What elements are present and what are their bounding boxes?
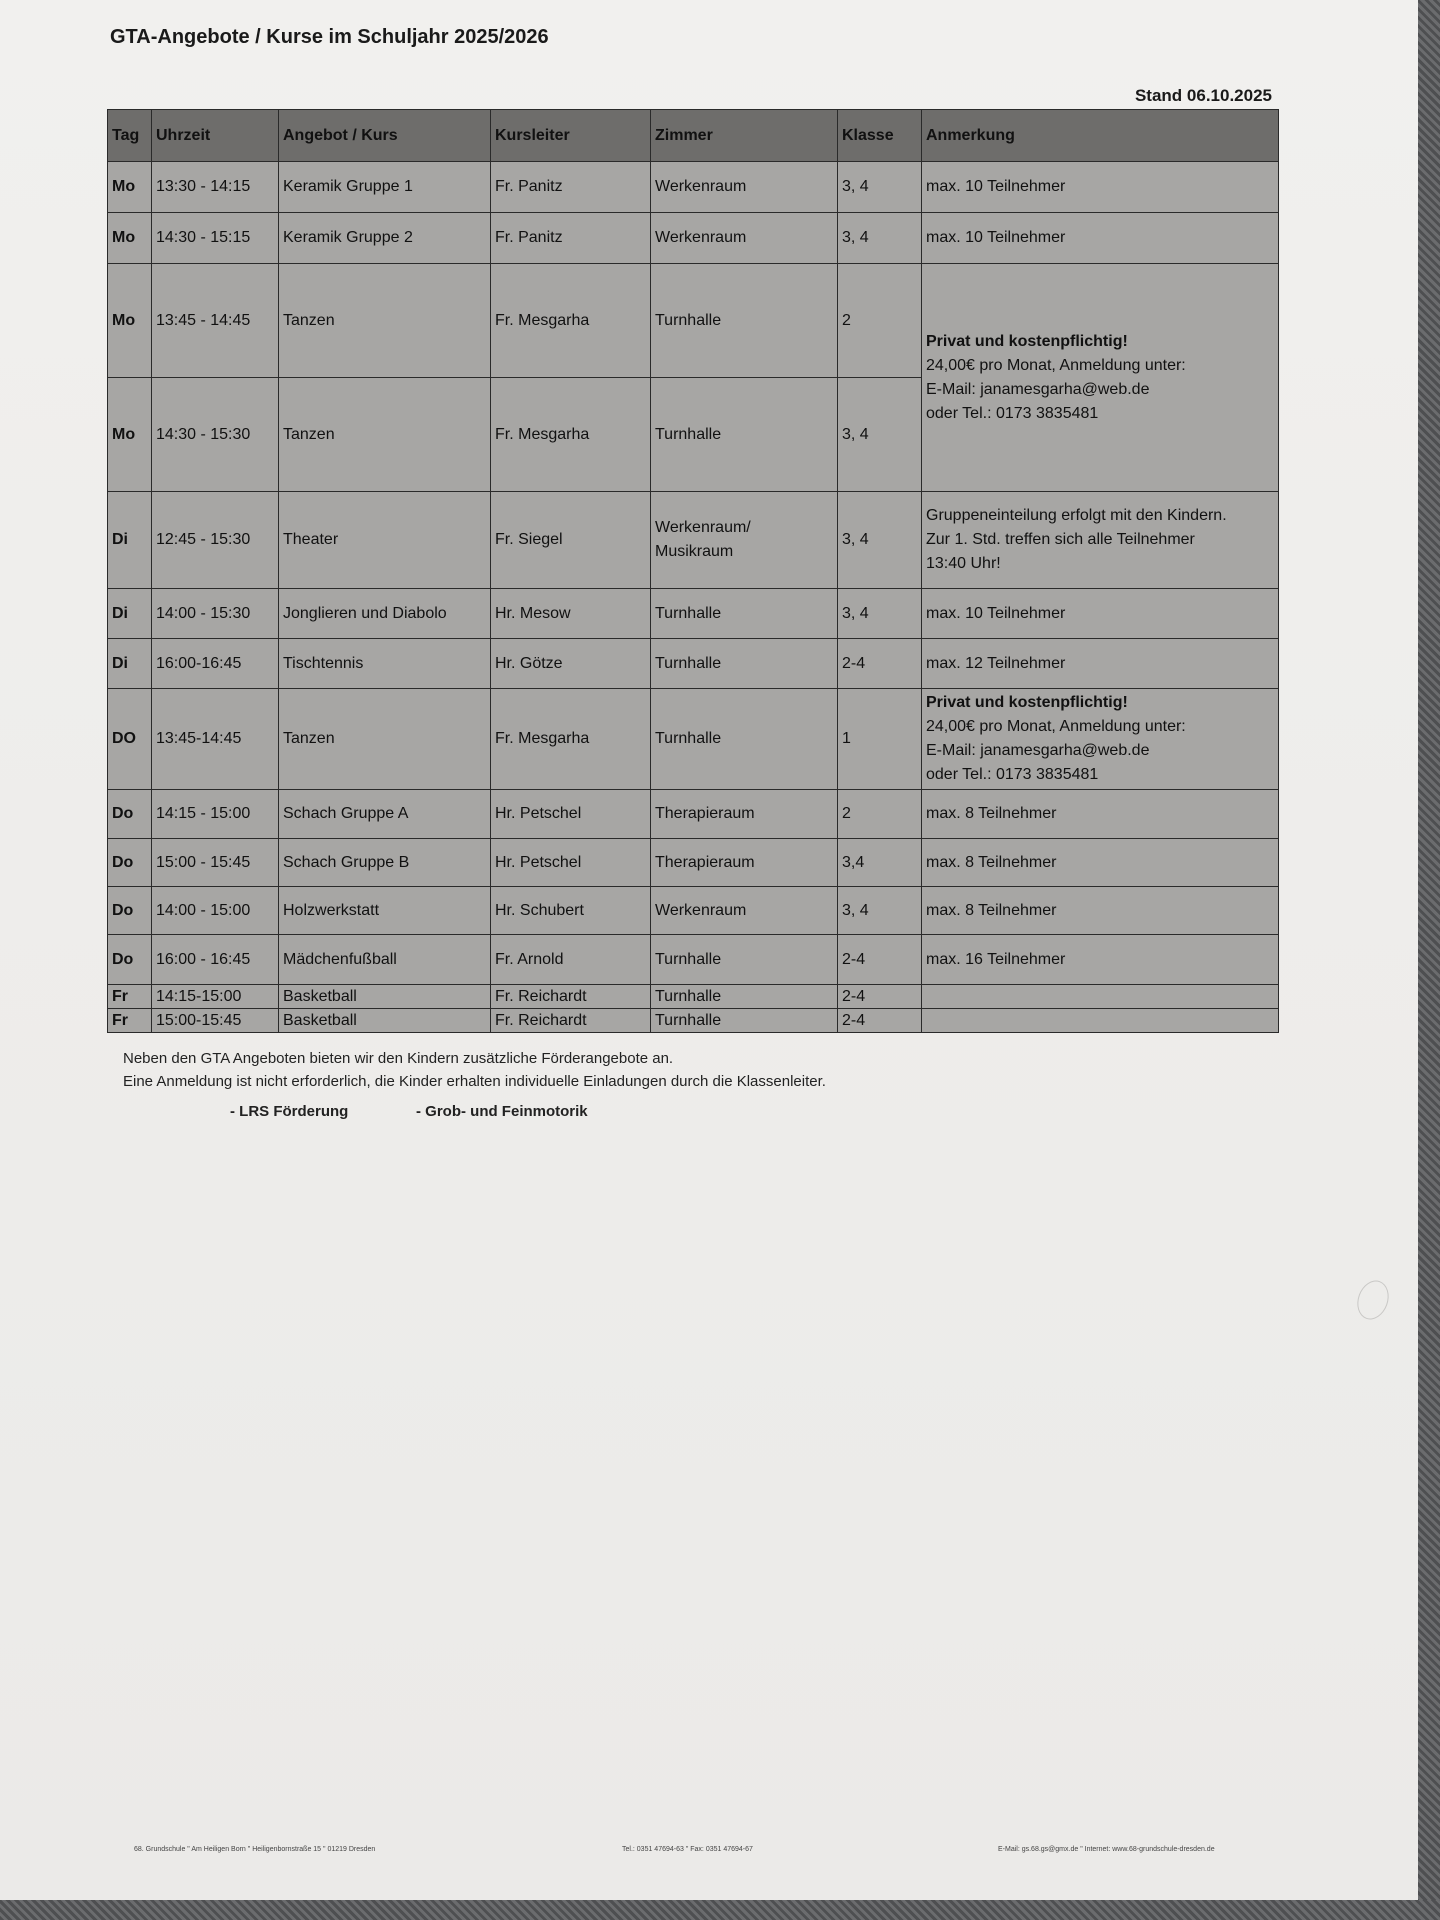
cell-zimmer: Turnhalle (651, 639, 838, 689)
cell-angebot: Theater (279, 492, 491, 589)
cell-angebot: Basketball (279, 985, 491, 1009)
table-row (108, 589, 1279, 639)
header-klasse: Klasse (838, 110, 922, 162)
table-row (108, 264, 1279, 378)
cell-tag: Fr (108, 985, 152, 1009)
cell-klasse: 3, 4 (838, 378, 922, 492)
note-line-1: Gruppeneinteilung erfolgt mit den Kindern. (926, 507, 1227, 524)
room-line-2: Musikraum (655, 543, 734, 560)
cell-klasse: 3, 4 (838, 213, 922, 264)
note-phone: oder Tel.: 0173 3835481 (926, 766, 1099, 783)
footnote-line-2: Eine Anmeldung ist nicht erforderlich, die Kinder erhalten individuelle Einladungen durch die Klassenleiter. (123, 1073, 826, 1090)
cell-klasse: 3, 4 (838, 492, 922, 589)
cell-angebot: Tanzen (279, 264, 491, 378)
cell-angebot: Mädchenfußball (279, 935, 491, 985)
note-email: E-Mail: janamesgarha@web.de (926, 380, 1150, 398)
cell-angebot: Schach Gruppe A (279, 790, 491, 839)
cell-uhrzeit: 13:45 - 14:45 (152, 264, 279, 378)
cell-klasse: 3, 4 (838, 887, 922, 935)
cell-zimmer: Turnhalle (651, 378, 838, 492)
cell-kursleiter: Fr. Arnold (491, 935, 651, 985)
cell-angebot: Basketball (279, 1009, 491, 1033)
cell-tag: Fr (108, 1009, 152, 1033)
cell-tag: Do (108, 887, 152, 935)
cell-kursleiter: Hr. Götze (491, 639, 651, 689)
cell-zimmer (651, 492, 838, 589)
header-zimmer: Zimmer (651, 110, 838, 162)
note-price: 24,00€ pro Monat, Anmeldung unter: (926, 718, 1186, 735)
cell-anmerkung (922, 1009, 1279, 1033)
footnote-line-1: Neben den GTA Angeboten bieten wir den Kindern zusätzliche Förderangebote an. (123, 1050, 674, 1067)
header-tag: Tag (108, 110, 152, 162)
cell-angebot: Jonglieren und Diabolo (279, 589, 491, 639)
table-row (108, 492, 1279, 589)
cell-uhrzeit: 13:30 - 14:15 (152, 162, 279, 213)
note-line-2: Zur 1. Std. treffen sich alle Teilnehmer (926, 531, 1195, 548)
cell-angebot: Tischtennis (279, 639, 491, 689)
cell-zimmer: Werkenraum (651, 162, 838, 213)
cell-uhrzeit: 15:00-15:45 (152, 1009, 279, 1033)
cell-zimmer: Werkenraum (651, 213, 838, 264)
cell-tag: Do (108, 790, 152, 839)
cell-anmerkung: max. 8 Teilnehmer (922, 839, 1279, 887)
cell-uhrzeit: 14:15-15:00 (152, 985, 279, 1009)
cell-klasse: 2 (838, 264, 922, 378)
table-header-row (108, 110, 1279, 162)
cell-anmerkung: max. 10 Teilnehmer (922, 589, 1279, 639)
cell-anmerkung-merged (922, 264, 1279, 492)
cell-kursleiter: Hr. Petschel (491, 839, 651, 887)
note-line-3: 13:40 Uhr! (926, 555, 1001, 572)
note-private-label: Privat und kostenpflichtig! (926, 694, 1128, 711)
document-title: GTA-Angebote / Kurse im Schuljahr 2025/2026 (110, 26, 549, 48)
note-phone: oder Tel.: 0173 3835481 (926, 404, 1099, 422)
note-price: 24,00€ pro Monat, Anmeldung unter: (926, 356, 1186, 374)
cell-kursleiter: Fr. Reichardt (491, 1009, 651, 1033)
footer-phone: Tel.: 0351 47694-63 " Fax: 0351 47694-67 (622, 1846, 753, 1853)
cell-uhrzeit: 14:00 - 15:00 (152, 887, 279, 935)
cell-uhrzeit: 13:45-14:45 (152, 689, 279, 790)
cell-anmerkung: max. 16 Teilnehmer (922, 935, 1279, 985)
cell-zimmer: Turnhalle (651, 935, 838, 985)
cell-kursleiter: Hr. Petschel (491, 790, 651, 839)
note-email: E-Mail: janamesgarha@web.de (926, 742, 1150, 759)
header-kursleiter: Kursleiter (491, 110, 651, 162)
cell-anmerkung (922, 689, 1279, 790)
cell-uhrzeit: 14:00 - 15:30 (152, 589, 279, 639)
cell-anmerkung (922, 985, 1279, 1009)
cell-angebot: Tanzen (279, 689, 491, 790)
support-item-motorik: - Grob- und Feinmotorik (416, 1103, 588, 1120)
cell-uhrzeit: 16:00 - 16:45 (152, 935, 279, 985)
table-row (108, 213, 1279, 264)
cell-tag: Mo (108, 378, 152, 492)
cell-uhrzeit: 12:45 - 15:30 (152, 492, 279, 589)
cell-anmerkung: max. 10 Teilnehmer (922, 213, 1279, 264)
cell-angebot: Keramik Gruppe 1 (279, 162, 491, 213)
table-row (108, 790, 1279, 839)
cell-klasse: 3, 4 (838, 589, 922, 639)
header-uhrzeit: Uhrzeit (152, 110, 279, 162)
cell-tag: Di (108, 492, 152, 589)
cell-uhrzeit: 14:15 - 15:00 (152, 790, 279, 839)
table-row (108, 689, 1279, 790)
cell-tag: DO (108, 689, 152, 790)
cell-tag: Mo (108, 264, 152, 378)
cell-kursleiter: Fr. Panitz (491, 162, 651, 213)
cell-uhrzeit: 15:00 - 15:45 (152, 839, 279, 887)
table-row (108, 985, 1279, 1009)
cell-angebot: Tanzen (279, 378, 491, 492)
header-anmerkung: Anmerkung (922, 110, 1279, 162)
cell-uhrzeit: 14:30 - 15:30 (152, 378, 279, 492)
cell-zimmer: Therapieraum (651, 839, 838, 887)
cell-zimmer: Therapieraum (651, 790, 838, 839)
table-row (108, 935, 1279, 985)
cell-angebot: Schach Gruppe B (279, 839, 491, 887)
cell-klasse: 2-4 (838, 1009, 922, 1033)
cell-klasse: 3, 4 (838, 162, 922, 213)
header-angebot: Angebot / Kurs (279, 110, 491, 162)
cell-zimmer: Werkenraum (651, 887, 838, 935)
table-row (108, 639, 1279, 689)
table-row (108, 839, 1279, 887)
note-private-label: Privat und kostenpflichtig! (926, 332, 1128, 350)
cell-anmerkung: max. 8 Teilnehmer (922, 887, 1279, 935)
room-line-1: Werkenraum/ (655, 519, 751, 536)
cell-zimmer: Turnhalle (651, 985, 838, 1009)
cell-zimmer: Turnhalle (651, 589, 838, 639)
footer-web: E-Mail: gs.68.gs@gmx.de " Internet: www.68-grundschule-dresden.de (998, 1846, 1215, 1853)
cell-anmerkung: max. 10 Teilnehmer (922, 162, 1279, 213)
cell-kursleiter: Fr. Mesgarha (491, 264, 651, 378)
cell-uhrzeit: 14:30 - 15:15 (152, 213, 279, 264)
cell-klasse: 1 (838, 689, 922, 790)
cell-zimmer: Turnhalle (651, 1009, 838, 1033)
cell-tag: Mo (108, 213, 152, 264)
cell-kursleiter: Fr. Reichardt (491, 985, 651, 1009)
cell-angebot: Holzwerkstatt (279, 887, 491, 935)
cell-anmerkung: max. 8 Teilnehmer (922, 790, 1279, 839)
cell-kursleiter: Fr. Mesgarha (491, 689, 651, 790)
cell-angebot: Keramik Gruppe 2 (279, 213, 491, 264)
footnotes (123, 1047, 826, 1093)
support-item-lrs: - LRS Förderung (230, 1103, 349, 1120)
footer-address: 68. Grundschule " Am Heiligen Born " Heiligenbornstraße 15 " 01219 Dresden (134, 1846, 376, 1853)
cell-kursleiter: Fr. Siegel (491, 492, 651, 589)
cell-zimmer: Turnhalle (651, 689, 838, 790)
table-row (108, 887, 1279, 935)
cell-tag: Mo (108, 162, 152, 213)
cell-zimmer: Turnhalle (651, 264, 838, 378)
status-date: Stand 06.10.2025 (1134, 86, 1272, 105)
cell-uhrzeit: 16:00-16:45 (152, 639, 279, 689)
cell-klasse: 2 (838, 790, 922, 839)
course-table (107, 109, 1279, 1033)
cell-tag: Do (108, 935, 152, 985)
cell-anmerkung: max. 12 Teilnehmer (922, 639, 1279, 689)
cell-klasse: 2-4 (838, 935, 922, 985)
paper-smudge (1352, 1276, 1394, 1324)
cell-kursleiter: Fr. Mesgarha (491, 378, 651, 492)
cell-kursleiter: Hr. Schubert (491, 887, 651, 935)
cell-kursleiter: Hr. Mesow (491, 589, 651, 639)
background-fabric-bottom (0, 1900, 1440, 1920)
cell-tag: Di (108, 639, 152, 689)
table-row (108, 162, 1279, 213)
cell-klasse: 2-4 (838, 639, 922, 689)
background-fabric-right (1418, 0, 1440, 1920)
cell-tag: Do (108, 839, 152, 887)
cell-kursleiter: Fr. Panitz (491, 213, 651, 264)
cell-klasse: 2-4 (838, 985, 922, 1009)
cell-klasse: 3,4 (838, 839, 922, 887)
cell-anmerkung (922, 492, 1279, 589)
table-row (108, 1009, 1279, 1033)
cell-tag: Di (108, 589, 152, 639)
